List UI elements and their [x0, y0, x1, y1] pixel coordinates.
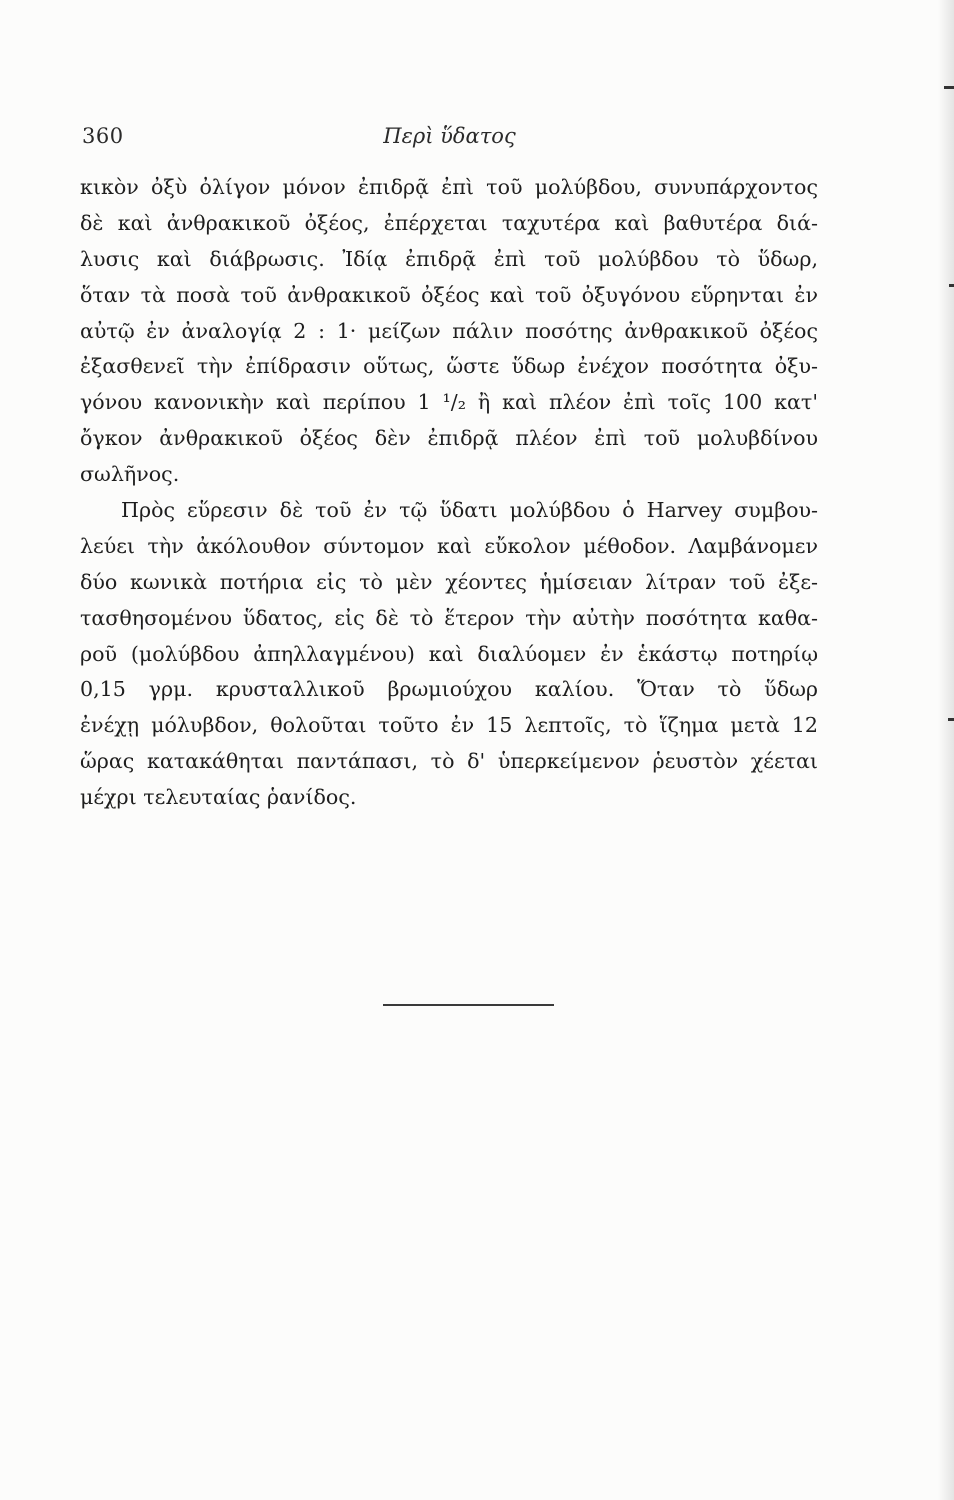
- running-head: [82, 120, 817, 154]
- edge-mark: [944, 86, 954, 89]
- text-line: δὲ καὶ ἀνθρακικοῦ ὀξέος, ἐπέρχεται ταχυτέρα καὶ βαθυτέρα διά-: [80, 210, 818, 235]
- text-line: ἐξασθενεῖ τὴν ἐπίδρασιν οὕτως, ὥστε ὕδωρ ἐνέχον ποσότητα ὀξυ-: [80, 354, 818, 379]
- text-line: ὥρας κατακάθηται παντάπασι, τὸ δ' ὑπερκείμενον ῥευστὸν χέεται: [80, 749, 818, 774]
- page-edge-shadow: [938, 0, 954, 1500]
- text-line: ὄγκον ἀνθρακικοῦ ὀξέος δὲν ἐπιδρᾷ πλέον ἐπὶ τοῦ μολυβδίνου: [80, 426, 818, 451]
- paragraph-last-line: μέχρι τελευταίας ῥανίδος.: [80, 785, 357, 810]
- paragraph-last-line: σωλῆνος.: [80, 462, 180, 487]
- text-line: ὅταν τὰ ποσὰ τοῦ ἀνθρακικοῦ ὀξέος καὶ τοῦ ὀξυγόνου εὕρηνται ἐν: [80, 282, 818, 307]
- text-line: κικὸν ὀξὺ ὀλίγον μόνον ἐπιδρᾷ ἐπὶ τοῦ μολύβδου, συνυπάρχοντος: [80, 175, 818, 199]
- running-title: Περὶ ὕδατος: [383, 124, 516, 148]
- text-line: 0,15 γρμ. κρυσταλλικοῦ βρωμιούχου καλίου. Ὅταν τὸ ὕδωρ: [80, 677, 818, 702]
- section-end-rule: [383, 1004, 554, 1006]
- body-text: [80, 170, 818, 816]
- text-line: δύο κωνικὰ ποτήρια εἰς τὸ μὲν χέοντες ἡμίσειαν λίτραν τοῦ ἐξε-: [80, 569, 818, 594]
- text-line: λυσις καὶ διάβρωσις. Ἰδίᾳ ἐπιδρᾷ ἐπὶ τοῦ μολύβδου τὸ ὕδωρ,: [80, 246, 818, 271]
- text-line: γόνου κανονικὴν καὶ περίπου 1 ¹/₂ ἢ καὶ πλέον ἐπὶ τοῖς 100 κατ': [80, 390, 818, 415]
- text-line: ροῦ (μολύβδου ἀπηλλαγμένου) καὶ διαλύομεν ἐν ἑκάστῳ ποτηρίῳ: [80, 641, 818, 666]
- edge-mark: [949, 284, 954, 287]
- text-line: ἐνέχῃ μόλυβδον, θολοῦται τοῦτο ἐν 15 λεπτοῖς, τὸ ἵζημα μετὰ 12: [80, 713, 818, 738]
- text-line: τασθησομένου ὕδατος, εἰς δὲ τὸ ἕτερον τὴν αὐτὴν ποσότητα καθα-: [80, 605, 818, 630]
- paragraph-first-line: Πρὸς εὕρεσιν δὲ τοῦ ἐν τῷ ὕδατι μολύβδου ὁ Harvey συμβου-: [121, 498, 818, 523]
- text-line: αὐτῷ ἐν ἀναλογίᾳ 2 : 1· μείζων πάλιν ποσότης ἀνθρακικοῦ ὀξέος: [80, 318, 818, 343]
- edge-mark: [948, 718, 954, 721]
- page-number: 360: [82, 124, 124, 148]
- text-line: λεύει τὴν ἀκόλουθον σύντομον καὶ εὔκολον μέθοδον. Λαμβάνομεν: [80, 533, 818, 558]
